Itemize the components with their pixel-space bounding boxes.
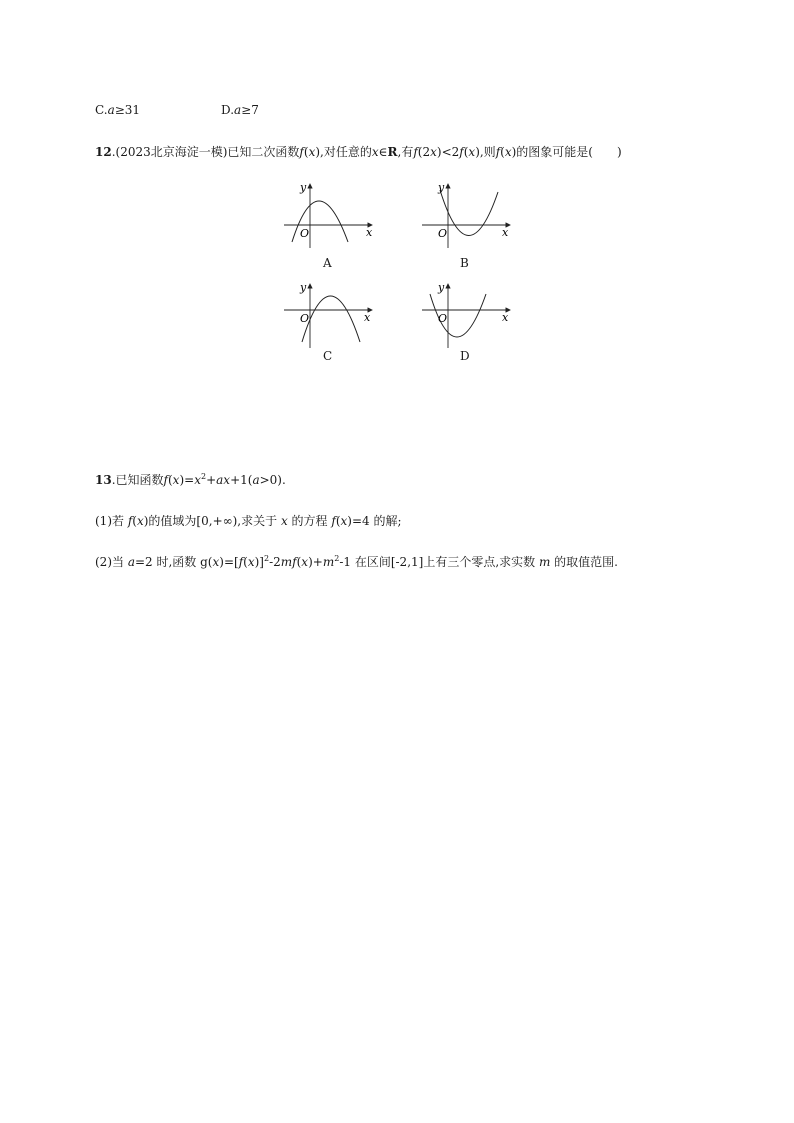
graph-d (418, 280, 518, 350)
q13-x: x (172, 473, 180, 487)
parabola-curve (440, 190, 498, 236)
q13-text: + (206, 473, 217, 487)
q12-text: ),对任意的 (315, 145, 372, 159)
q12-text: (2 (417, 145, 431, 159)
x-axis-label: x (502, 226, 509, 239)
q13-ax: ax (216, 473, 231, 487)
q13-p1-text: 的方程 (287, 514, 332, 528)
q13-p1-text: )的值域为[0,+∞),求关于 (143, 514, 281, 528)
question-13-part-1 (95, 513, 402, 529)
q13-p2-text: -1 在区间[-2,1]上有三个零点,求实数 (339, 555, 539, 569)
q12-x: x (371, 145, 379, 159)
q12-text: )<2 (436, 145, 460, 159)
q13-p1-f: f (127, 514, 133, 528)
q12-text: ),则 (475, 145, 496, 159)
q13-p2-m: m (538, 555, 551, 569)
x-axis-label: x (502, 311, 509, 324)
graph-b-label: B (460, 256, 469, 270)
y-axis-label: y (438, 281, 445, 294)
y-axis-label: y (438, 181, 445, 194)
option-c (95, 102, 140, 118)
q13-p2-m: m (322, 555, 335, 569)
q13-p2-text: -2 (269, 555, 281, 569)
q13-text: >0). (259, 473, 286, 487)
origin-label: O (300, 312, 310, 325)
y-axis-label: y (300, 181, 307, 194)
q13-p2-exponent: 2 (334, 554, 340, 563)
q12-text: ( (463, 145, 469, 159)
q13-p2-exponent: 2 (263, 554, 270, 563)
q12-f: f (459, 145, 464, 159)
q13-text: )= (179, 473, 195, 487)
question-13-stem (95, 472, 286, 488)
option-d (221, 102, 259, 118)
q12-reals: R (387, 145, 398, 159)
q13-p2-text: )=[ (219, 555, 239, 569)
q13-p1-x: x (340, 514, 348, 528)
q13-x: x (194, 473, 201, 487)
question-number: 12 (95, 145, 112, 159)
q13-text: +1( (230, 473, 253, 487)
q13-p2-text: )+ (308, 555, 323, 569)
q13-p2-text: ( (243, 555, 248, 569)
q13-p1-f: f (331, 514, 336, 528)
y-axis-label: y (300, 281, 307, 294)
option-c-rel: ≥31 (114, 103, 141, 117)
q13-p1-text: )=4 的解; (347, 514, 402, 528)
graph-a-label: A (323, 256, 332, 270)
q13-p2-text: 的取值范围. (550, 555, 618, 569)
q12-text: )的图象可能是( ) (511, 145, 622, 159)
q13-p2-text: )] (254, 555, 264, 569)
q13-p2-x: x (212, 555, 220, 569)
q13-p2-text: =2 时,函数 g( (134, 555, 213, 569)
x-axis-label: x (366, 226, 373, 239)
origin-label: O (438, 227, 448, 240)
question-13-part-2 (95, 554, 618, 570)
q13-p2-mf: mf (280, 555, 297, 569)
q12-x: x (308, 145, 316, 159)
q12-text: .(2023北京海淀一模)已知二次函数 (111, 145, 300, 159)
q13-p1-text: ( (132, 514, 137, 528)
x-axis-label: x (364, 311, 371, 324)
q13-p2-text: ( (296, 555, 302, 569)
q13-a: a (252, 473, 260, 487)
q13-p1-text: (1)若 (95, 514, 128, 528)
graph-c-label: C (323, 349, 333, 363)
q13-text: .已知函数 (111, 473, 164, 487)
option-d-rel: ≥7 (241, 103, 259, 117)
q12-text: ∈ (378, 145, 388, 159)
option-d-prefix: D. (221, 103, 235, 117)
graph-b (418, 180, 518, 250)
graph-a (280, 180, 380, 250)
graph-d-label: D (460, 349, 470, 363)
q12-x: x (504, 145, 512, 159)
question-12-stem (95, 144, 622, 160)
q12-f: f (299, 145, 304, 159)
question-number: 13 (95, 473, 112, 487)
q12-text: ( (500, 145, 505, 159)
option-c-prefix: C. (95, 103, 108, 117)
option-d-var: a (234, 103, 242, 117)
origin-label: O (300, 227, 310, 240)
graph-c (280, 280, 380, 350)
q13-p1-x: x (136, 514, 144, 528)
option-c-var: a (107, 103, 115, 117)
parabola-curve (302, 296, 360, 342)
q13-exponent: 2 (200, 472, 207, 481)
q12-x: x (468, 145, 476, 159)
q13-p1-x: x (280, 514, 288, 528)
q12-x: x (430, 145, 437, 159)
q13-p2-x: x (301, 555, 309, 569)
q13-text: ( (167, 473, 173, 487)
q12-f: f (413, 145, 418, 159)
q12-text: ,有 (397, 145, 414, 159)
q13-p2-text: (2)当 (95, 555, 128, 569)
q13-f: f (163, 473, 168, 487)
q13-p2-a: a (127, 555, 135, 569)
q13-p2-f: f (238, 555, 244, 569)
q13-p1-text: ( (335, 514, 341, 528)
q13-p2-x: x (247, 555, 255, 569)
q12-f: f (495, 145, 501, 159)
origin-label: O (438, 312, 448, 325)
q12-text: ( (303, 145, 309, 159)
